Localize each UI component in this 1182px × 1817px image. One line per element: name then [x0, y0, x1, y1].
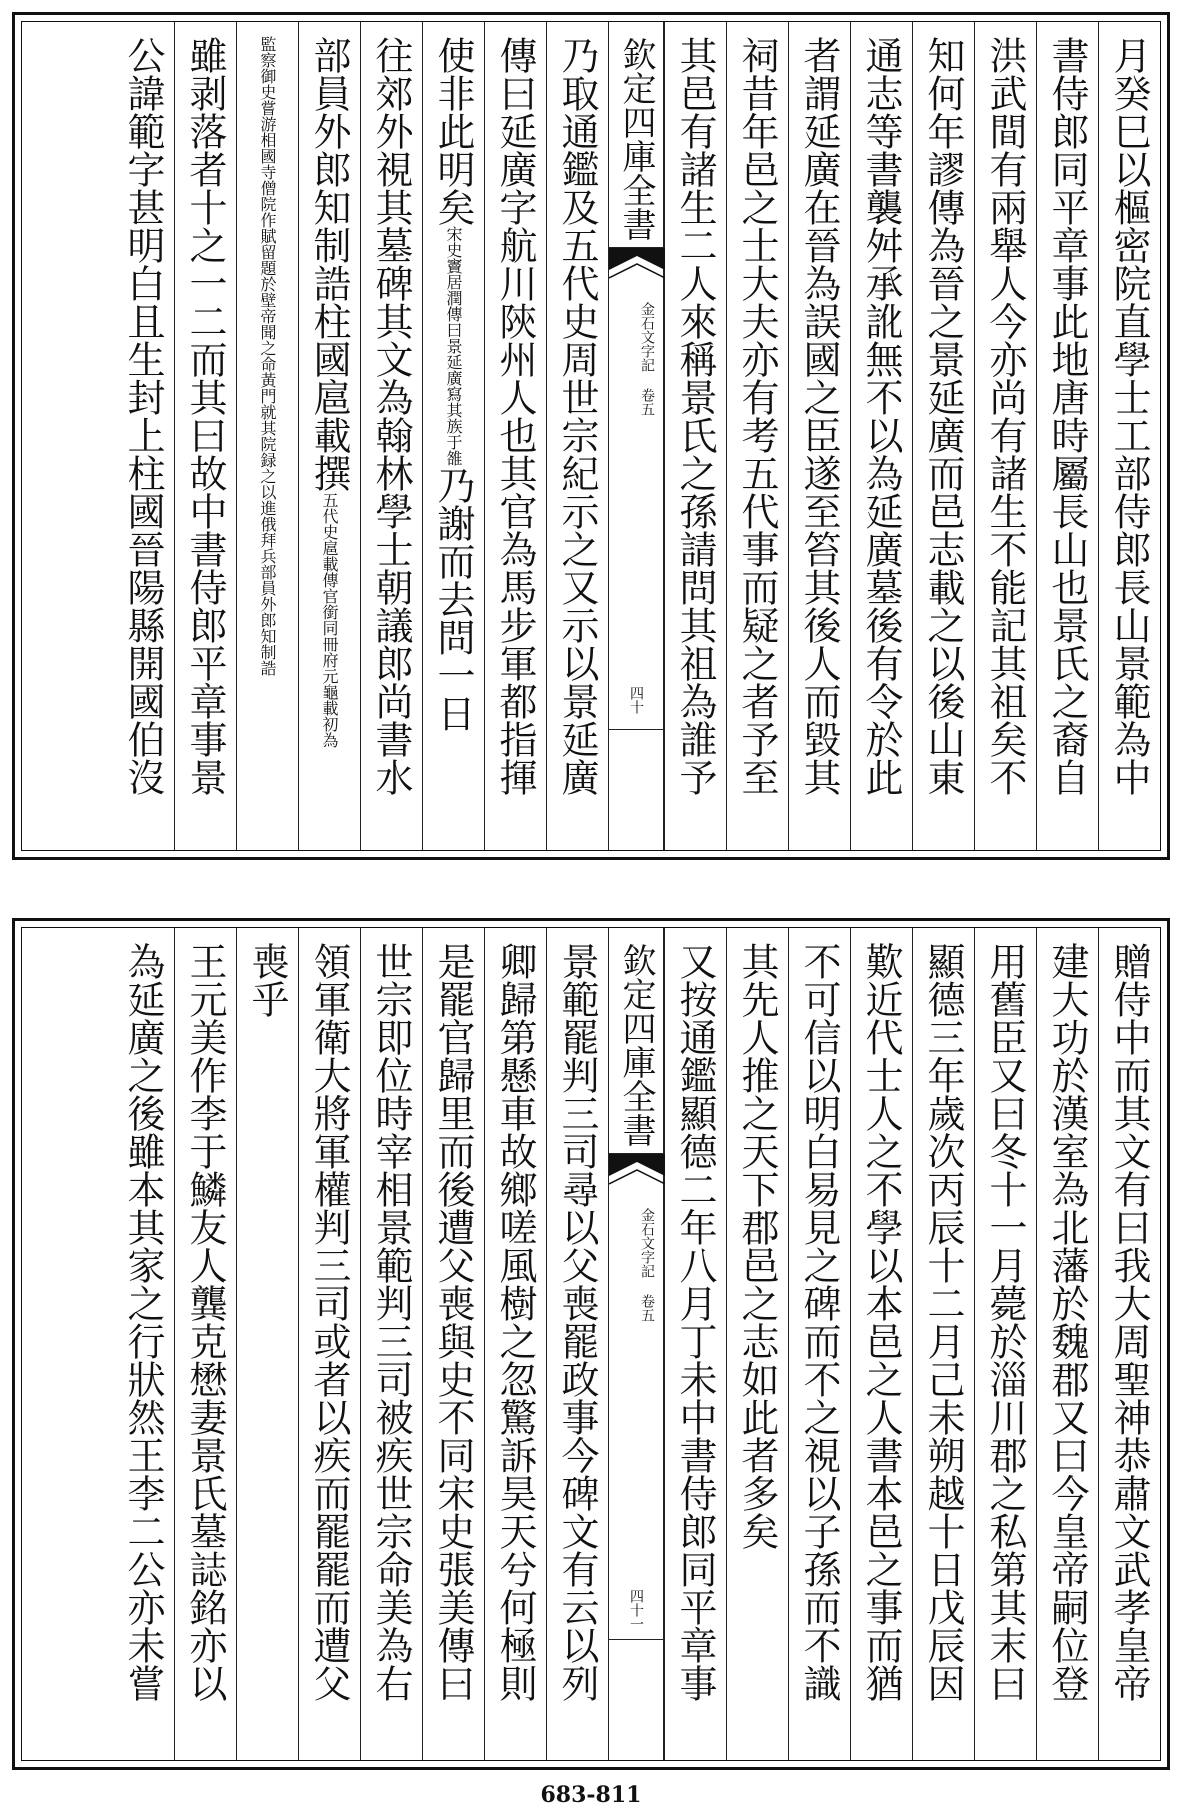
column-main-text: 乃取通鑑及五代史周世宗紀示之又示以景延廣	[555, 36, 599, 796]
text-column: 歎近代士人之不學以本邑之人書本邑之事而猶	[850, 928, 912, 1760]
top-page-frame	[21, 21, 1161, 851]
fishtail-ornament-icon	[609, 248, 665, 288]
text-column: 其邑有諸生二人來稱景氏之孫請問其祖為誰予	[664, 22, 726, 850]
text-column: 是罷官歸里而後遭父喪與史不同宋史張美傳曰	[422, 928, 484, 1760]
text-column: 世宗即位時宰相景範判三司被疾世宗命美為右	[360, 928, 422, 1760]
column-main-text: 部員外郎知制誥柱國扈載撰	[307, 36, 351, 492]
text-column	[422, 22, 484, 850]
center-gutter	[608, 928, 664, 1760]
fishtail-ornament-icon	[609, 1154, 665, 1194]
gutter-leaf-number: 四十	[609, 670, 663, 730]
text-column: 喪乎	[236, 928, 298, 1760]
text-column	[236, 22, 298, 850]
gutter-title: 欽定四庫全書	[609, 936, 663, 1154]
top-page-columns	[22, 22, 1160, 850]
text-column: 祠昔年邑之士大夫亦有考五代事而疑之者予至	[726, 22, 788, 850]
text-column: 景範罷判三司尋以父喪罷政事今碑文有云以列	[546, 928, 608, 1760]
column-main-text: 公諱範字甚明白且生封上柱國晉陽縣開國伯沒	[121, 36, 165, 796]
text-column: 者謂延廣在晉為誤國之臣遂至笞其後人而毀其	[788, 22, 850, 850]
gutter-leaf-number: 四十一	[609, 1580, 663, 1640]
text-column: 領軍衛大將軍權判三司或者以疾而罷罷而遭父	[298, 928, 360, 1760]
text-column: 又按通鑑顯德二年八月丁未中書侍郎同平章事	[664, 928, 726, 1760]
gutter-book-title: 金石文字記 卷五	[639, 1208, 655, 1322]
column-annotation: 宋史竇居潤傳曰景延廣寫其族于雒	[444, 226, 463, 466]
text-column: 書侍郎同平章事此地唐時屬長山也景氏之裔自	[1036, 22, 1098, 850]
column-main-text: 傳曰延廣字航川陝州人也其官為馬步軍都指揮	[493, 36, 537, 796]
text-column: 贈侍中而其文有曰我大周聖神恭肅文武孝皇帝	[1098, 928, 1160, 1760]
column-main-text: 使非此明矣	[431, 36, 475, 226]
text-column: 知何年謬傳為晉之景延廣而邑志載之以後山東	[912, 22, 974, 850]
text-column: 王元美作李于鱗友人龔克懋妻景氏墓誌銘亦以	[174, 928, 236, 1760]
text-column: 其先人推之天下郡邑之志如此者多矣	[726, 928, 788, 1760]
center-gutter	[608, 22, 664, 850]
text-column	[298, 22, 360, 850]
bottom-page-columns	[22, 928, 1160, 1760]
text-column	[360, 22, 422, 850]
gutter-title: 欽定四庫全書	[609, 30, 663, 248]
text-column: 卿歸第懸車故鄉嗟風樹之忽驚訴昊天兮何極則	[484, 928, 546, 1760]
top-page	[12, 12, 1170, 860]
text-column: 用舊臣又曰冬十一月薨於淄川郡之私第其末曰	[974, 928, 1036, 1760]
text-column	[174, 22, 236, 850]
text-column	[112, 22, 174, 850]
text-column: 顯德三年歲次丙辰十二月己未朔越十日戊辰因	[912, 928, 974, 1760]
text-column: 通志等書襲舛承訛無不以為延廣墓後有令於此	[850, 22, 912, 850]
text-column: 月癸巳以樞密院直學士工部侍郎長山景範為中	[1098, 22, 1160, 850]
column-main-text: 雖剥落者十之一二而其曰故中書侍郎平章事景	[183, 36, 227, 796]
column-annotation: 五代史扈載傳官銜同冊府元龜載初為	[320, 492, 339, 748]
column-main-text: 乃謝而去問一日	[431, 466, 475, 732]
gutter-book-title: 金石文字記 卷五	[639, 302, 655, 416]
text-column: 為延廣之後雖本其家之行狀然王李二公亦未嘗	[121, 942, 165, 1702]
column-main-text: 往郊外視其墓碑其文為翰林學士朝議郎尚書水	[369, 36, 413, 796]
text-column: 建大功於漢室為北藩於魏郡又曰今皇帝嗣位登	[1036, 928, 1098, 1760]
bottom-page-frame	[21, 927, 1161, 1761]
bottom-page	[12, 918, 1170, 1770]
column-annotation: 監察御史嘗游相國寺僧院作賦留題於壁帝聞之命黃門就其院録之以進俄拜兵部員外郎知制誥	[258, 36, 277, 676]
text-column	[484, 22, 546, 850]
text-column: 洪武間有兩舉人今亦尚有諸生不能記其祖矣不	[974, 22, 1036, 850]
text-column	[546, 22, 608, 850]
page-number-footer: 683-811	[540, 1782, 642, 1808]
text-column: 不可信以明白易見之碑而不之視以子孫而不識	[788, 928, 850, 1760]
